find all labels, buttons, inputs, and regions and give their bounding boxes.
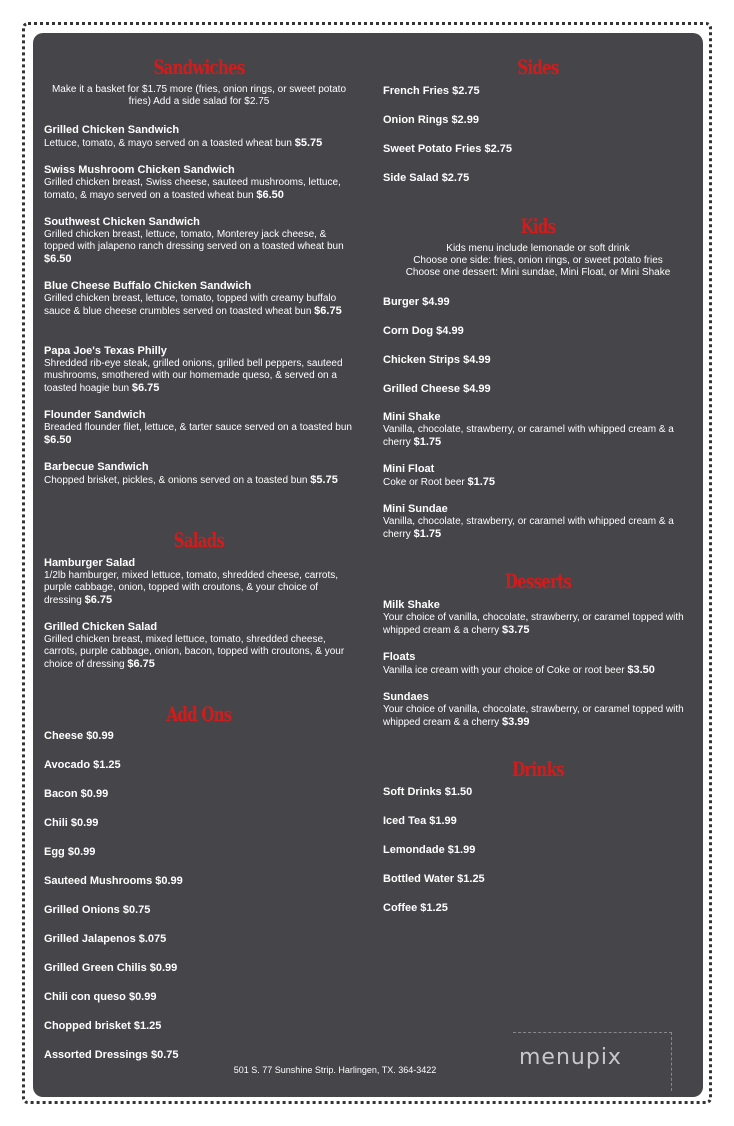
side-item: French Fries $2.75 xyxy=(383,85,480,97)
salads-title: Salads xyxy=(173,528,225,552)
item-desc: Vanilla, chocolate, strawberry, or caramel with whipped cream & a cherry xyxy=(383,516,674,540)
kids-item: Corn Dog $4.99 xyxy=(383,325,464,337)
item-desc: Chopped brisket, pickles, & onions served on a toasted bun xyxy=(44,475,308,486)
kids-item: Burger $4.99 xyxy=(383,296,450,308)
addon-item: Egg $0.99 xyxy=(44,846,96,858)
item-price: $3.99 xyxy=(501,716,530,728)
item-price: $1.75 xyxy=(413,528,442,540)
item-desc: 1/2lb hamburger, mixed lettuce, tomato, shredded cheese, carrots, purple cabbage, onion, topped with croutons, & your choice of dressing xyxy=(44,570,339,606)
sides-title: Sides xyxy=(517,55,559,79)
drinks-title: Drinks xyxy=(512,757,564,781)
addon-item: Cheese $0.99 xyxy=(44,730,114,742)
menu-item-mini-float xyxy=(383,463,693,489)
item-name: Southwest Chicken Sandwich xyxy=(44,216,200,228)
kids-item: Grilled Cheese $4.99 xyxy=(383,383,491,395)
item-price: $5.75 xyxy=(294,137,323,149)
menu-item-mini-sundae xyxy=(383,503,693,541)
item-name: Barbecue Sandwich xyxy=(44,461,149,473)
item-name: Sundaes xyxy=(383,691,429,703)
menu-item-southwest-chicken xyxy=(44,216,354,266)
menu-item-milk-shake xyxy=(383,599,693,637)
drink-item: Soft Drinks $1.50 xyxy=(383,786,473,798)
menu-item-barbecue-sandwich xyxy=(44,461,354,487)
menu-item-sundaes xyxy=(383,691,693,729)
addon-item: Avocado $1.25 xyxy=(44,759,121,771)
item-price: $6.75 xyxy=(127,658,155,670)
item-desc: Your choice of vanilla, chocolate, strawberry, or caramel topped with whipped cream & a cherry xyxy=(383,612,684,636)
item-price: $6.75 xyxy=(314,305,342,317)
item-price: $1.75 xyxy=(467,476,496,488)
addon-item: Bacon $0.99 xyxy=(44,788,109,800)
menu-panel xyxy=(33,33,703,1097)
sandwiches-note: Make it a basket for $1.75 more (fries, onion rings, or sweet potato fries) Add a side salad for $2.75 xyxy=(51,84,347,107)
kids-title: Kids xyxy=(520,214,556,238)
menu-item-texas-philly xyxy=(44,345,354,395)
addon-item: Sauteed Mushrooms $0.99 xyxy=(44,875,183,887)
drink-item: Iced Tea $1.99 xyxy=(383,815,457,827)
item-name: Blue Cheese Buffalo Chicken Sandwich xyxy=(44,280,252,292)
side-item: Side Salad $2.75 xyxy=(383,172,470,184)
item-name: Grilled Chicken Salad xyxy=(44,621,158,633)
item-price: $5.75 xyxy=(310,474,338,486)
item-desc: Lettuce, tomato, & mayo served on a toasted wheat bun xyxy=(44,138,292,149)
item-desc: Shredded rib-eye steak, grilled onions, grilled bell peppers, sauteed mushrooms, smothered with our homemade queso, & served on a toasted hoagie bun xyxy=(44,358,343,394)
item-desc: Grilled chicken breast, lettuce, tomato, Monterey jack cheese, & topped with jalapeno ranch dressing served on a toasted wheat bun xyxy=(44,229,344,252)
addon-item: Chili con queso $0.99 xyxy=(44,991,157,1003)
kids-note: Kids menu include lemonade or soft drink xyxy=(446,243,630,254)
item-name: Grilled Chicken Sandwich xyxy=(44,124,180,136)
menu-item-floats xyxy=(383,651,693,677)
item-price: $6.75 xyxy=(131,382,160,394)
item-price: $6.50 xyxy=(44,253,72,265)
item-name: Mini Sundae xyxy=(383,503,448,515)
item-desc: Grilled chicken breast, mixed lettuce, tomato, shredded cheese, carrots, purple cabbage, onion, bacon, topped with croutons, & your choice of dressing xyxy=(44,634,345,670)
item-desc: Coke or Root beer xyxy=(383,477,465,488)
watermark-text: menupix xyxy=(519,1045,622,1070)
menu-item-hamburger-salad xyxy=(44,557,354,607)
footer-address: 501 S. 77 Sunshine Strip. Harlingen, TX. 364-3422 xyxy=(233,1065,437,1075)
drink-item: Bottled Water $1.25 xyxy=(383,873,485,885)
addon-item: Assorted Dressings $0.75 xyxy=(44,1049,179,1061)
menu-item-mini-shake xyxy=(383,411,693,449)
menu-item-grilled-chicken-salad xyxy=(44,621,354,671)
item-name: Floats xyxy=(383,651,416,663)
menu-item-grilled-chicken-sandwich xyxy=(44,124,354,150)
addons-title: Add Ons xyxy=(166,702,232,726)
item-name: Mini Float xyxy=(383,463,435,475)
item-name: Swiss Mushroom Chicken Sandwich xyxy=(44,164,235,176)
addon-item: Grilled Onions $0.75 xyxy=(44,904,151,916)
item-name: Hamburger Salad xyxy=(44,557,136,569)
item-name: Milk Shake xyxy=(383,599,440,611)
menu-item-blue-cheese-buffalo xyxy=(44,280,354,318)
sandwiches-title: Sandwiches xyxy=(153,55,245,79)
item-name: Flounder Sandwich xyxy=(44,409,146,421)
item-name: Mini Shake xyxy=(383,411,441,423)
item-price: $6.50 xyxy=(44,434,72,446)
item-name: Papa Joe's Texas Philly xyxy=(44,345,167,357)
menu-item-swiss-mushroom-chicken xyxy=(44,164,354,202)
item-price: $3.50 xyxy=(627,664,655,676)
side-item: Onion Rings $2.99 xyxy=(383,114,479,126)
addon-item: Chopped brisket $1.25 xyxy=(44,1020,162,1032)
item-desc: Grilled chicken breast, lettuce, tomato, topped with creamy buffalo sauce & blue cheese crumbles served on toasted wheat bun xyxy=(44,293,337,317)
side-item: Sweet Potato Fries $2.75 xyxy=(383,143,512,155)
menu-item-flounder-sandwich xyxy=(44,409,354,447)
kids-note: Choose one side: fries, onion rings, or sweet potato fries xyxy=(413,255,663,266)
item-desc: Breaded flounder filet, lettuce, & tarter sauce served on a toasted bun xyxy=(44,422,352,433)
addon-item: Grilled Jalapenos $.075 xyxy=(44,933,167,945)
kids-item: Chicken Strips $4.99 xyxy=(383,354,491,366)
item-desc: Vanilla, chocolate, strawberry, or caramel with whipped cream & a cherry xyxy=(383,424,674,448)
item-price: $6.75 xyxy=(84,594,113,606)
addon-item: Grilled Green Chilis $0.99 xyxy=(44,962,178,974)
desserts-title: Desserts xyxy=(504,569,572,593)
item-desc: Vanilla ice cream with your choice of Coke or root beer xyxy=(383,665,625,676)
addon-item: Chili $0.99 xyxy=(44,817,99,829)
watermark-logo xyxy=(513,1032,672,1091)
item-price: $3.75 xyxy=(501,624,530,636)
kids-note: Choose one dessert: Mini sundae, Mini Float, or Mini Shake xyxy=(405,267,671,278)
item-price: $6.50 xyxy=(256,189,284,201)
item-price: $1.75 xyxy=(413,436,442,448)
item-desc: Your choice of vanilla, chocolate, strawberry, or caramel topped with whipped cream & a cherry xyxy=(383,704,684,728)
drink-item: Lemondade $1.99 xyxy=(383,844,476,856)
drink-item: Coffee $1.25 xyxy=(383,902,448,914)
item-desc: Grilled chicken breast, Swiss cheese, sauteed mushrooms, lettuce, tomato, & mayo served on a toasted wheat bun xyxy=(44,177,341,201)
